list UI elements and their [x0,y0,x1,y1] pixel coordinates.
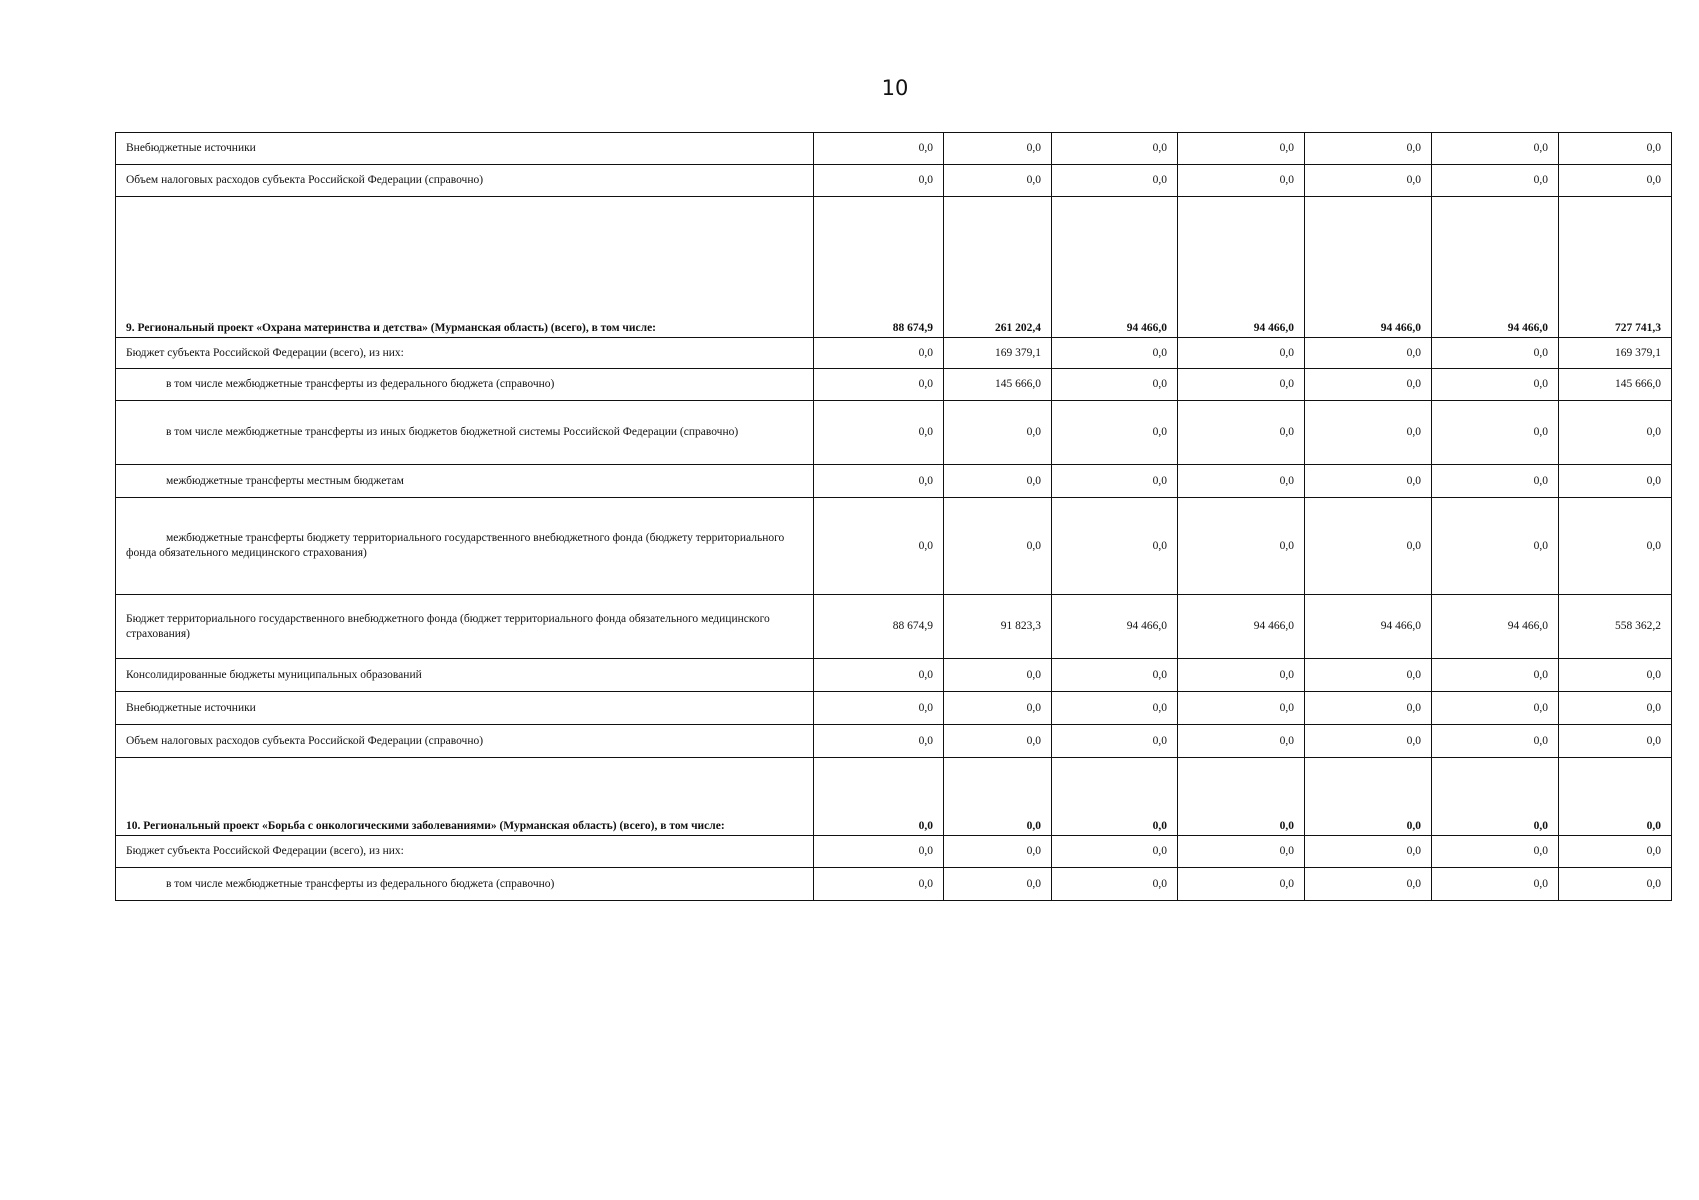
cell-value: 0,0 [814,165,944,197]
cell-value: 0,0 [1305,758,1432,836]
cell-value: 0,0 [1305,498,1432,595]
cell-value: 0,0 [944,401,1052,465]
table-row [116,692,1672,725]
cell-value: 0,0 [814,692,944,725]
cell-value: 0,0 [1305,725,1432,758]
cell-value: 0,0 [944,692,1052,725]
cell-value: 0,0 [1559,868,1672,901]
cell-value: 0,0 [1052,165,1178,197]
cell-value: 0,0 [1432,758,1559,836]
cell-value: 0,0 [944,498,1052,595]
cell-value: 0,0 [1052,401,1178,465]
cell-value: 0,0 [814,758,944,836]
cell-value: 0,0 [814,868,944,901]
cell-value: 0,0 [944,758,1052,836]
cell-value: 88 674,9 [814,197,944,338]
cell-value: 0,0 [1432,338,1559,369]
table-row [116,165,1672,197]
cell-value: 0,0 [1305,465,1432,498]
cell-value: 0,0 [1305,659,1432,692]
cell-value: 0,0 [814,725,944,758]
cell-value: 0,0 [1432,868,1559,901]
cell-value: 0,0 [1178,133,1305,165]
row-label: межбюджетные трансферты местным бюджетам [116,465,814,498]
cell-value: 0,0 [1178,165,1305,197]
row-label: в том числе межбюджетные трансферты из федерального бюджета (справочно) [116,868,814,901]
cell-value: 94 466,0 [1178,595,1305,659]
cell-value: 0,0 [1432,725,1559,758]
row-label: Объем налоговых расходов субъекта Российской Федерации (справочно) [116,165,814,197]
cell-value: 94 466,0 [1432,595,1559,659]
cell-value: 0,0 [814,401,944,465]
row-label [116,401,814,465]
row-label [116,498,814,595]
cell-value: 88 674,9 [814,595,944,659]
cell-value: 0,0 [1305,868,1432,901]
cell-value: 145 666,0 [944,369,1052,401]
cell-value: 0,0 [814,836,944,868]
cell-value: 727 741,3 [1559,197,1672,338]
cell-value: 0,0 [1559,692,1672,725]
cell-value: 0,0 [944,659,1052,692]
row-label: Бюджет территориального государственного внебюджетного фонда (бюджет территориального фонда обязательного медицинского страхования) [116,595,814,659]
row-label: Внебюджетные источники [116,133,814,165]
cell-value: 0,0 [1559,401,1672,465]
cell-value: 558 362,2 [1559,595,1672,659]
cell-value: 94 466,0 [1432,197,1559,338]
table-row [116,868,1672,901]
cell-value: 0,0 [1052,692,1178,725]
cell-value: 0,0 [1432,165,1559,197]
cell-value: 0,0 [1559,465,1672,498]
page-number: 10 [881,76,909,100]
cell-value: 0,0 [1178,725,1305,758]
cell-value: 0,0 [1052,498,1178,595]
cell-value: 91 823,3 [944,595,1052,659]
row-label: 9. Региональный проект «Охрана материнства и детства» (Мурманская область) (всего), в том числе: [116,197,814,338]
cell-value: 0,0 [1305,165,1432,197]
cell-value: 0,0 [1052,868,1178,901]
row-label: Бюджет субъекта Российской Федерации (всего), из них: [116,338,814,369]
cell-value: 0,0 [814,369,944,401]
cell-value: 0,0 [1559,498,1672,595]
table-row [116,369,1672,401]
cell-value: 0,0 [814,338,944,369]
cell-value: 0,0 [814,498,944,595]
table-row [116,465,1672,498]
table-row [116,836,1672,868]
row-label-text: межбюджетные трансферты бюджету территориального государственного внебюджетного фонда (бюджету территориального фонда обязательного медицинского страхования) [126,532,785,559]
cell-value: 0,0 [1052,836,1178,868]
cell-value: 0,0 [1178,659,1305,692]
cell-value: 0,0 [1305,692,1432,725]
cell-value: 94 466,0 [1052,197,1178,338]
cell-value: 0,0 [1178,465,1305,498]
budget-table [115,132,1672,901]
cell-value: 0,0 [944,465,1052,498]
cell-value: 0,0 [1432,465,1559,498]
cell-value: 0,0 [814,659,944,692]
cell-value: 94 466,0 [1305,197,1432,338]
cell-value: 94 466,0 [1305,595,1432,659]
row-label: в том числе межбюджетные трансферты из федерального бюджета (справочно) [116,369,814,401]
cell-value: 0,0 [1559,836,1672,868]
cell-value: 94 466,0 [1052,595,1178,659]
cell-value: 0,0 [1559,165,1672,197]
cell-value: 0,0 [1052,659,1178,692]
cell-value: 0,0 [1052,725,1178,758]
cell-value: 0,0 [1432,498,1559,595]
table-row [116,595,1672,659]
cell-value: 94 466,0 [1178,197,1305,338]
table-row [116,401,1672,465]
cell-value: 0,0 [1178,401,1305,465]
cell-value: 169 379,1 [1559,338,1672,369]
table-row [116,338,1672,369]
table-row-project-10 [116,758,1672,836]
cell-value: 0,0 [1559,725,1672,758]
cell-value: 0,0 [1305,836,1432,868]
table-row-project-9 [116,197,1672,338]
table-row [116,725,1672,758]
cell-value: 0,0 [1559,659,1672,692]
cell-value: 0,0 [944,165,1052,197]
table-row [116,659,1672,692]
cell-value: 0,0 [1052,369,1178,401]
cell-value: 0,0 [1305,338,1432,369]
cell-value: 0,0 [1559,133,1672,165]
cell-value: 0,0 [1178,369,1305,401]
row-label: Бюджет субъекта Российской Федерации (всего), из них: [116,836,814,868]
cell-value: 261 202,4 [944,197,1052,338]
row-label: Внебюджетные источники [116,692,814,725]
cell-value: 0,0 [1305,133,1432,165]
cell-value: 0,0 [1432,133,1559,165]
cell-value: 0,0 [1432,692,1559,725]
cell-value: 0,0 [1178,836,1305,868]
cell-value: 0,0 [1052,133,1178,165]
cell-value: 0,0 [1178,692,1305,725]
cell-value: 0,0 [1559,758,1672,836]
cell-value: 0,0 [944,133,1052,165]
table-row [116,133,1672,165]
cell-value: 0,0 [1178,338,1305,369]
cell-value: 145 666,0 [1559,369,1672,401]
row-label: 10. Региональный проект «Борьба с онкологическими заболеваниями» (Мурманская область) (всего), в том числе: [116,758,814,836]
cell-value: 0,0 [944,725,1052,758]
row-label: Консолидированные бюджеты муниципальных образований [116,659,814,692]
cell-value: 0,0 [1052,338,1178,369]
row-label: Объем налоговых расходов субъекта Российской Федерации (справочно) [116,725,814,758]
cell-value: 0,0 [1052,465,1178,498]
cell-value: 169 379,1 [944,338,1052,369]
cell-value: 0,0 [1432,369,1559,401]
cell-value: 0,0 [814,465,944,498]
cell-value: 0,0 [944,868,1052,901]
cell-value: 0,0 [944,836,1052,868]
cell-value: 0,0 [1432,836,1559,868]
cell-value: 0,0 [1305,401,1432,465]
cell-value: 0,0 [814,133,944,165]
cell-value: 0,0 [1432,659,1559,692]
cell-value: 0,0 [1052,758,1178,836]
cell-value: 0,0 [1178,498,1305,595]
cell-value: 0,0 [1178,758,1305,836]
row-label-text: в том числе межбюджетные трансферты из иных бюджетов бюджетной системы Российской Федерации (справочно) [166,426,739,438]
cell-value: 0,0 [1432,401,1559,465]
cell-value: 0,0 [1178,868,1305,901]
cell-value: 0,0 [1305,369,1432,401]
table-row [116,498,1672,595]
